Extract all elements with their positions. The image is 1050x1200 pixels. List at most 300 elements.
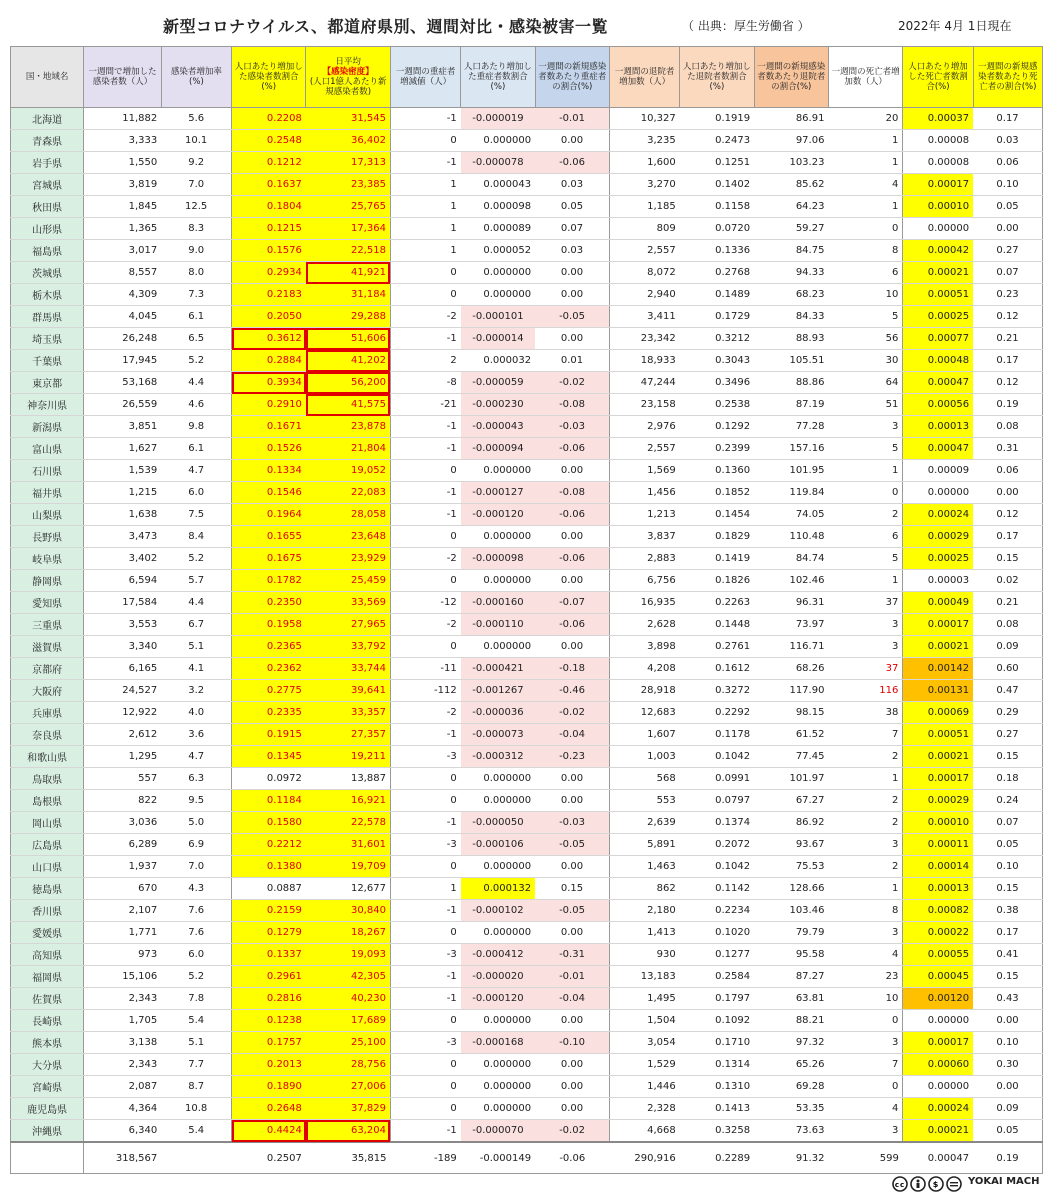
cell-discharged: 2,883 xyxy=(609,548,679,570)
cell-severe-change: -2 xyxy=(390,306,460,328)
cell-region: 沖縄県 xyxy=(11,1120,84,1143)
cell-discharged-per-pop: 0.2263 xyxy=(680,592,754,614)
cell-cases-per-pop: 0.1958 xyxy=(232,614,306,636)
cell-deaths-per-pop: 0.00000 xyxy=(903,482,973,504)
cell-death-ratio: 0.15 xyxy=(973,548,1042,570)
cell-discharged-per-pop: 0.1829 xyxy=(680,526,754,548)
cell-discharged-ratio: 157.16 xyxy=(754,438,828,460)
table-row xyxy=(11,878,1043,900)
cell-discharged-ratio: 85.62 xyxy=(754,174,828,196)
cell-density: 17,689 xyxy=(306,1010,391,1032)
cell-discharged-per-pop: 0.1314 xyxy=(680,1054,754,1076)
cell-severe-change: 0 xyxy=(390,856,460,878)
cell-region: 高知県 xyxy=(11,944,84,966)
cell-discharged-per-pop: 0.1292 xyxy=(680,416,754,438)
cell-severe-ratio: 0.00 xyxy=(535,768,609,790)
cell-cases-per-pop: 0.2365 xyxy=(232,636,306,658)
col-header-discharged: 一週間の退院者増加数（人） xyxy=(609,47,679,108)
cell-region: 福島県 xyxy=(11,240,84,262)
col-header-discharged-per-pop: 人口あたり増加した退院者数割合(%) xyxy=(680,47,754,108)
cell-case-growth: 5.6 xyxy=(161,108,231,130)
cell-region: 茨城県 xyxy=(11,262,84,284)
cell-weekly-cases: 557 xyxy=(84,768,161,790)
cell-discharged: 1,003 xyxy=(609,746,679,768)
cell-region: 岐阜県 xyxy=(11,548,84,570)
cell-severe-change: -11 xyxy=(390,658,460,680)
cell-case-growth: 5.2 xyxy=(161,548,231,570)
cell-density: 17,313 xyxy=(306,152,391,174)
cell-deaths: 2 xyxy=(828,812,902,834)
cell-case-growth: 12.5 xyxy=(161,196,231,218)
cell-density: 23,648 xyxy=(306,526,391,548)
cell-severe-ratio: -0.03 xyxy=(535,416,609,438)
cell-severe-ratio: 0.00 xyxy=(535,1076,609,1098)
cell-case-growth: 9.5 xyxy=(161,790,231,812)
table-row xyxy=(11,768,1043,790)
cell-case-growth: 8.3 xyxy=(161,218,231,240)
cell-cases-per-pop: 0.1637 xyxy=(232,174,306,196)
cell-severe-per-pop: 0.000000 xyxy=(461,570,535,592)
cell-case-growth: 10.1 xyxy=(161,130,231,152)
cell-death-ratio: 0.17 xyxy=(973,108,1042,130)
cell-cases-per-pop: 0.1964 xyxy=(232,504,306,526)
total-severe-per-pop: -0.000149 xyxy=(461,1142,535,1174)
cell-severe-change: -1 xyxy=(390,1120,460,1143)
cell-weekly-cases: 1,215 xyxy=(84,482,161,504)
cell-density: 27,006 xyxy=(306,1076,391,1098)
cell-region: 東京都 xyxy=(11,372,84,394)
cell-severe-ratio: 0.00 xyxy=(535,790,609,812)
cell-weekly-cases: 24,527 xyxy=(84,680,161,702)
cell-discharged-per-pop: 0.1251 xyxy=(680,152,754,174)
cell-discharged: 4,668 xyxy=(609,1120,679,1143)
cell-density: 33,744 xyxy=(306,658,391,680)
col-header-discharged-ratio: 一週間の新規感染者数あたり退院者の割合(%) xyxy=(754,47,828,108)
cell-severe-ratio: -0.03 xyxy=(535,812,609,834)
cell-severe-ratio: -0.01 xyxy=(535,966,609,988)
cell-deaths: 7 xyxy=(828,724,902,746)
cell-discharged-per-pop: 0.2538 xyxy=(680,394,754,416)
cell-case-growth: 9.8 xyxy=(161,416,231,438)
cell-density: 13,887 xyxy=(306,768,391,790)
cell-case-growth: 6.9 xyxy=(161,834,231,856)
table-row xyxy=(11,218,1043,240)
cell-case-growth: 7.6 xyxy=(161,900,231,922)
cell-deaths: 1 xyxy=(828,152,902,174)
cell-deaths: 8 xyxy=(828,240,902,262)
cell-severe-ratio: -0.08 xyxy=(535,394,609,416)
cell-density: 40,230 xyxy=(306,988,391,1010)
table-row xyxy=(11,834,1043,856)
cell-weekly-cases: 3,553 xyxy=(84,614,161,636)
table-row xyxy=(11,702,1043,724)
cell-severe-ratio: -0.23 xyxy=(535,746,609,768)
cell-cases-per-pop: 0.0972 xyxy=(232,768,306,790)
cell-deaths-per-pop: 0.00024 xyxy=(903,1098,973,1120)
cell-deaths-per-pop: 0.00022 xyxy=(903,922,973,944)
cell-discharged-per-pop: 0.3258 xyxy=(680,1120,754,1143)
cell-cases-per-pop: 0.1804 xyxy=(232,196,306,218)
cell-discharged-per-pop: 0.1158 xyxy=(680,196,754,218)
cell-cases-per-pop: 0.3612 xyxy=(232,328,306,350)
cell-severe-per-pop: -0.000070 xyxy=(461,1120,535,1143)
cell-case-growth: 7.0 xyxy=(161,174,231,196)
cell-severe-change: -1 xyxy=(390,900,460,922)
cell-discharged-ratio: 68.26 xyxy=(754,658,828,680)
cell-deaths-per-pop: 0.00025 xyxy=(903,306,973,328)
cell-severe-ratio: -0.05 xyxy=(535,834,609,856)
cell-discharged: 3,898 xyxy=(609,636,679,658)
cell-region: 徳島県 xyxy=(11,878,84,900)
cell-deaths-per-pop: 0.00014 xyxy=(903,856,973,878)
cell-discharged-per-pop: 0.2761 xyxy=(680,636,754,658)
cell-severe-ratio: -0.07 xyxy=(535,592,609,614)
cell-discharged-ratio: 65.26 xyxy=(754,1054,828,1076)
cell-discharged-per-pop: 0.1336 xyxy=(680,240,754,262)
table-row xyxy=(11,438,1043,460)
cell-severe-per-pop: 0.000000 xyxy=(461,768,535,790)
cell-discharged-per-pop: 0.1042 xyxy=(680,856,754,878)
cell-deaths: 5 xyxy=(828,438,902,460)
cell-deaths: 3 xyxy=(828,614,902,636)
cell-death-ratio: 0.07 xyxy=(973,812,1042,834)
cell-weekly-cases: 2,343 xyxy=(84,1054,161,1076)
cell-discharged: 1,495 xyxy=(609,988,679,1010)
cell-cases-per-pop: 0.2816 xyxy=(232,988,306,1010)
cell-cases-per-pop: 0.2335 xyxy=(232,702,306,724)
cell-cases-per-pop: 0.1184 xyxy=(232,790,306,812)
cell-region: 埼玉県 xyxy=(11,328,84,350)
cell-discharged: 3,411 xyxy=(609,306,679,328)
cell-weekly-cases: 822 xyxy=(84,790,161,812)
cell-deaths: 8 xyxy=(828,900,902,922)
cell-deaths-per-pop: 0.00037 xyxy=(903,108,973,130)
cell-severe-per-pop: -0.000098 xyxy=(461,548,535,570)
cell-severe-change: -12 xyxy=(390,592,460,614)
cell-discharged: 568 xyxy=(609,768,679,790)
cell-severe-per-pop: 0.000000 xyxy=(461,856,535,878)
cell-discharged-per-pop: 0.1454 xyxy=(680,504,754,526)
cell-discharged-ratio: 88.93 xyxy=(754,328,828,350)
cell-case-growth: 7.0 xyxy=(161,856,231,878)
cell-severe-ratio: -0.01 xyxy=(535,108,609,130)
cell-discharged-ratio: 97.06 xyxy=(754,130,828,152)
svg-text:cc: cc xyxy=(894,1181,906,1189)
cell-case-growth: 6.3 xyxy=(161,768,231,790)
total-cases-per-pop: 0.2507 xyxy=(232,1142,306,1174)
cell-deaths: 4 xyxy=(828,1098,902,1120)
cell-deaths: 1 xyxy=(828,570,902,592)
prefecture-table xyxy=(10,46,1043,1174)
cell-density: 36,402 xyxy=(306,130,391,152)
cell-region: 兵庫県 xyxy=(11,702,84,724)
cell-region: 愛媛県 xyxy=(11,922,84,944)
cell-deaths-per-pop: 0.00008 xyxy=(903,130,973,152)
cell-severe-change: 0 xyxy=(390,526,460,548)
cell-deaths-per-pop: 0.00000 xyxy=(903,1076,973,1098)
cell-density: 51,606 xyxy=(306,328,391,350)
cell-case-growth: 8.7 xyxy=(161,1076,231,1098)
cell-region: 千葉県 xyxy=(11,350,84,372)
cell-density: 28,756 xyxy=(306,1054,391,1076)
cell-deaths-per-pop: 0.00042 xyxy=(903,240,973,262)
cell-death-ratio: 0.03 xyxy=(973,130,1042,152)
table-row xyxy=(11,1098,1043,1120)
cell-density: 56,200 xyxy=(306,372,391,394)
cell-deaths: 1 xyxy=(828,878,902,900)
cell-death-ratio: 0.10 xyxy=(973,174,1042,196)
cell-cases-per-pop: 0.1380 xyxy=(232,856,306,878)
cell-deaths: 3 xyxy=(828,1120,902,1143)
cell-region: 長崎県 xyxy=(11,1010,84,1032)
cell-region: 長野県 xyxy=(11,526,84,548)
cell-death-ratio: 0.27 xyxy=(973,240,1042,262)
cell-density: 31,601 xyxy=(306,834,391,856)
table-row xyxy=(11,394,1043,416)
total-severe-ratio: -0.06 xyxy=(535,1142,609,1174)
table-row xyxy=(11,1054,1043,1076)
cell-discharged: 1,569 xyxy=(609,460,679,482)
cell-weekly-cases: 17,945 xyxy=(84,350,161,372)
cell-density: 25,459 xyxy=(306,570,391,592)
cell-severe-change: -1 xyxy=(390,482,460,504)
cell-death-ratio: 0.08 xyxy=(973,416,1042,438)
table-row xyxy=(11,284,1043,306)
cell-region: 富山県 xyxy=(11,438,84,460)
cell-deaths-per-pop: 0.00000 xyxy=(903,218,973,240)
cell-cases-per-pop: 0.2910 xyxy=(232,394,306,416)
cell-severe-per-pop: -0.000412 xyxy=(461,944,535,966)
cell-severe-per-pop: -0.000014 xyxy=(461,328,535,350)
cell-discharged-ratio: 95.58 xyxy=(754,944,828,966)
cell-discharged-ratio: 67.27 xyxy=(754,790,828,812)
table-row xyxy=(11,1120,1043,1143)
table-row xyxy=(11,482,1043,504)
cell-deaths-per-pop: 0.00051 xyxy=(903,284,973,306)
table-row xyxy=(11,262,1043,284)
cell-density: 28,058 xyxy=(306,504,391,526)
cell-density: 22,518 xyxy=(306,240,391,262)
cell-cases-per-pop: 0.2362 xyxy=(232,658,306,680)
cell-death-ratio: 0.08 xyxy=(973,614,1042,636)
cell-density: 19,211 xyxy=(306,746,391,768)
col-header-severe-per-pop: 人口あたり増加した重症者数割合(%) xyxy=(461,47,535,108)
cell-deaths-per-pop: 0.00017 xyxy=(903,1032,973,1054)
cell-deaths: 5 xyxy=(828,548,902,570)
cell-deaths: 20 xyxy=(828,108,902,130)
cell-weekly-cases: 6,340 xyxy=(84,1120,161,1143)
cell-weekly-cases: 1,539 xyxy=(84,460,161,482)
cell-discharged-ratio: 88.21 xyxy=(754,1010,828,1032)
cell-discharged-per-pop: 0.1310 xyxy=(680,1076,754,1098)
cell-cases-per-pop: 0.1757 xyxy=(232,1032,306,1054)
cell-density: 18,267 xyxy=(306,922,391,944)
cell-deaths-per-pop: 0.00077 xyxy=(903,328,973,350)
cell-weekly-cases: 3,036 xyxy=(84,812,161,834)
cell-deaths: 3 xyxy=(828,922,902,944)
cell-death-ratio: 0.07 xyxy=(973,262,1042,284)
cell-discharged-per-pop: 0.1413 xyxy=(680,1098,754,1120)
cell-discharged-per-pop: 0.2399 xyxy=(680,438,754,460)
report-source: （ 出典：厚生労働省 ） xyxy=(682,19,810,33)
cell-death-ratio: 0.41 xyxy=(973,944,1042,966)
cell-region: 佐賀県 xyxy=(11,988,84,1010)
col-header-severe-ratio: 一週間の新規感染者数あたり重症者の割合(%) xyxy=(535,47,609,108)
cell-severe-ratio: 0.00 xyxy=(535,284,609,306)
cell-discharged: 930 xyxy=(609,944,679,966)
cell-discharged: 5,891 xyxy=(609,834,679,856)
total-deaths: 599 xyxy=(828,1142,902,1174)
report-header xyxy=(0,0,1050,46)
cell-severe-per-pop: 0.000000 xyxy=(461,1010,535,1032)
total-deaths-per-pop: 0.00047 xyxy=(903,1142,973,1174)
cell-severe-per-pop: -0.000102 xyxy=(461,900,535,922)
cell-density: 31,184 xyxy=(306,284,391,306)
cell-discharged-per-pop: 0.2292 xyxy=(680,702,754,724)
cell-weekly-cases: 3,851 xyxy=(84,416,161,438)
cell-case-growth: 5.2 xyxy=(161,350,231,372)
cell-deaths: 3 xyxy=(828,416,902,438)
cell-density: 25,100 xyxy=(306,1032,391,1054)
cell-case-growth: 8.0 xyxy=(161,262,231,284)
cell-case-growth: 4.7 xyxy=(161,746,231,768)
cell-severe-ratio: 0.05 xyxy=(535,196,609,218)
cell-deaths-per-pop: 0.00069 xyxy=(903,702,973,724)
cell-discharged-per-pop: 0.1419 xyxy=(680,548,754,570)
cell-weekly-cases: 1,638 xyxy=(84,504,161,526)
cell-death-ratio: 0.00 xyxy=(973,218,1042,240)
cell-severe-change: -8 xyxy=(390,372,460,394)
cell-severe-per-pop: -0.000094 xyxy=(461,438,535,460)
cell-weekly-cases: 3,819 xyxy=(84,174,161,196)
cell-discharged-ratio: 69.28 xyxy=(754,1076,828,1098)
total-severe-change: -189 xyxy=(390,1142,460,1174)
cell-density: 27,357 xyxy=(306,724,391,746)
cell-severe-per-pop: -0.000168 xyxy=(461,1032,535,1054)
cell-severe-ratio: -0.06 xyxy=(535,504,609,526)
cell-severe-change: 1 xyxy=(390,196,460,218)
cell-weekly-cases: 973 xyxy=(84,944,161,966)
cell-cases-per-pop: 0.1675 xyxy=(232,548,306,570)
cell-deaths-per-pop: 0.00056 xyxy=(903,394,973,416)
cell-severe-ratio: -0.02 xyxy=(535,372,609,394)
cell-case-growth: 9.0 xyxy=(161,240,231,262)
col-header-deaths: 一週間の死亡者増加数（人） xyxy=(828,47,902,108)
cell-death-ratio: 0.21 xyxy=(973,592,1042,614)
cell-deaths: 3 xyxy=(828,1032,902,1054)
cell-death-ratio: 0.23 xyxy=(973,284,1042,306)
cell-death-ratio: 0.15 xyxy=(973,878,1042,900)
cell-discharged-ratio: 61.52 xyxy=(754,724,828,746)
cell-deaths: 6 xyxy=(828,262,902,284)
cell-discharged-per-pop: 0.2072 xyxy=(680,834,754,856)
cell-discharged-ratio: 63.81 xyxy=(754,988,828,1010)
cell-severe-ratio: 0.00 xyxy=(535,856,609,878)
cell-severe-ratio: -0.06 xyxy=(535,438,609,460)
cell-discharged: 1,607 xyxy=(609,724,679,746)
cell-region: 鳥取県 xyxy=(11,768,84,790)
cell-deaths: 23 xyxy=(828,966,902,988)
cell-discharged: 12,683 xyxy=(609,702,679,724)
cell-discharged: 2,628 xyxy=(609,614,679,636)
col-header-death-ratio: 一週間の新規感染者数あたり死亡者の割合(%) xyxy=(973,47,1042,108)
cell-region: 石川県 xyxy=(11,460,84,482)
cell-region: 島根県 xyxy=(11,790,84,812)
cell-weekly-cases: 2,612 xyxy=(84,724,161,746)
cell-severe-per-pop: -0.000020 xyxy=(461,966,535,988)
cell-cases-per-pop: 0.1782 xyxy=(232,570,306,592)
cell-severe-ratio: 0.01 xyxy=(535,350,609,372)
table-row xyxy=(11,372,1043,394)
table-body xyxy=(11,108,1043,1174)
cell-cases-per-pop: 0.1546 xyxy=(232,482,306,504)
density-header-line2: 【感染密度】 xyxy=(322,67,374,77)
cell-severe-change: -1 xyxy=(390,724,460,746)
cell-severe-change: 1 xyxy=(390,218,460,240)
cell-cases-per-pop: 0.4424 xyxy=(232,1120,306,1143)
cell-severe-change: 0 xyxy=(390,460,460,482)
cell-discharged-per-pop: 0.1042 xyxy=(680,746,754,768)
cell-density: 41,575 xyxy=(306,394,391,416)
cell-region: 青森県 xyxy=(11,130,84,152)
cell-cases-per-pop: 0.2648 xyxy=(232,1098,306,1120)
cell-severe-per-pop: 0.000089 xyxy=(461,218,535,240)
cell-deaths: 10 xyxy=(828,284,902,306)
cell-density: 27,965 xyxy=(306,614,391,636)
cell-discharged: 862 xyxy=(609,878,679,900)
cell-severe-change: -1 xyxy=(390,416,460,438)
cell-discharged-ratio: 94.33 xyxy=(754,262,828,284)
cell-discharged: 1,529 xyxy=(609,1054,679,1076)
cell-cases-per-pop: 0.2212 xyxy=(232,834,306,856)
cell-severe-ratio: -0.46 xyxy=(535,680,609,702)
cell-case-growth: 4.0 xyxy=(161,702,231,724)
table-row xyxy=(11,350,1043,372)
cell-case-growth: 5.1 xyxy=(161,636,231,658)
cell-discharged-per-pop: 0.0720 xyxy=(680,218,754,240)
cell-severe-change: 2 xyxy=(390,350,460,372)
cell-severe-change: -1 xyxy=(390,108,460,130)
cell-severe-change: 0 xyxy=(390,790,460,812)
cell-discharged: 1,185 xyxy=(609,196,679,218)
cell-death-ratio: 0.31 xyxy=(973,438,1042,460)
cell-case-growth: 4.7 xyxy=(161,460,231,482)
cell-severe-per-pop: 0.000000 xyxy=(461,284,535,306)
cell-discharged: 1,413 xyxy=(609,922,679,944)
cell-region: 新潟県 xyxy=(11,416,84,438)
cell-region: 岡山県 xyxy=(11,812,84,834)
cell-deaths: 1 xyxy=(828,768,902,790)
cell-discharged-per-pop: 0.1277 xyxy=(680,944,754,966)
density-header-line3: (人口1億人あたり新規感染者数) xyxy=(309,77,387,97)
cell-weekly-cases: 3,333 xyxy=(84,130,161,152)
total-discharged: 290,916 xyxy=(609,1142,679,1174)
cell-case-growth: 5.2 xyxy=(161,966,231,988)
cell-case-growth: 4.4 xyxy=(161,592,231,614)
cell-deaths-per-pop: 0.00021 xyxy=(903,1120,973,1143)
table-row xyxy=(11,658,1043,680)
cell-region: 栃木県 xyxy=(11,284,84,306)
cell-density: 37,829 xyxy=(306,1098,391,1120)
cell-cases-per-pop: 0.2013 xyxy=(232,1054,306,1076)
cell-severe-ratio: -0.04 xyxy=(535,988,609,1010)
cell-death-ratio: 0.29 xyxy=(973,702,1042,724)
cell-deaths: 30 xyxy=(828,350,902,372)
cell-death-ratio: 0.12 xyxy=(973,372,1042,394)
cell-case-growth: 7.7 xyxy=(161,1054,231,1076)
cell-deaths: 4 xyxy=(828,174,902,196)
cell-severe-change: -3 xyxy=(390,746,460,768)
